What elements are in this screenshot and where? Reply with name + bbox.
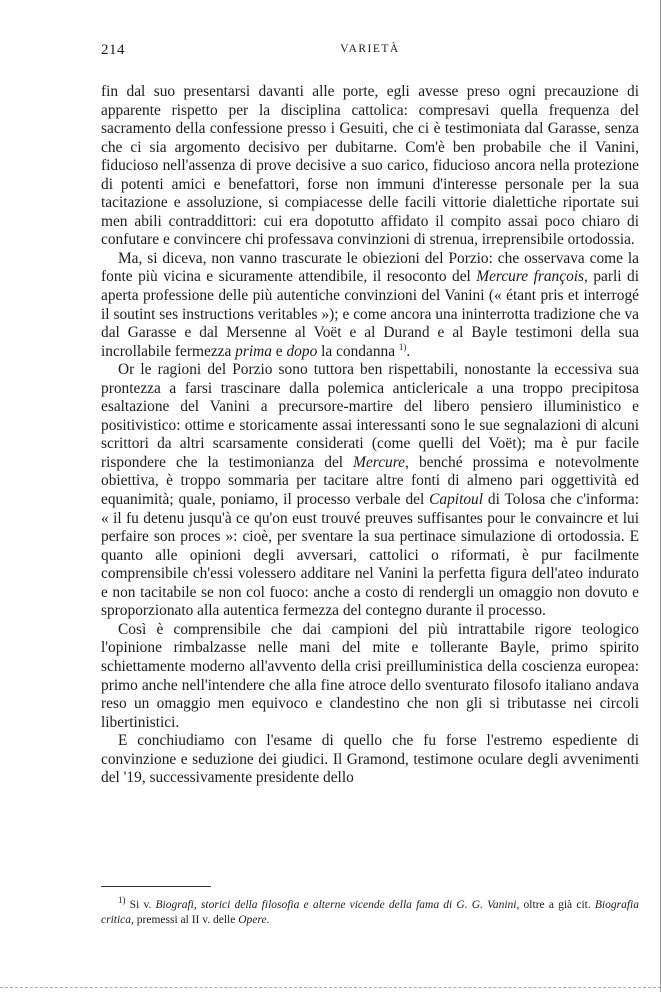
running-title: VARIETÀ — [340, 43, 400, 55]
text-run: e — [271, 342, 287, 360]
text-run: Così è comprensibile che dai campioni del più intrattabile rigore teologico l'opinione rimbalzasse nelle mani del mite e tollerante Bayle, primo spirito schiettamente moderno all'avvento della crisi preilluministica della coscienza europea: primo anche nell'intendere che alla fine atroce dello sventurato filosofo italiano andava reso un omaggio men equivoco e clandestino che non gli si tributasse nei circoli libertinistici. — [101, 620, 639, 731]
body-text — [101, 83, 639, 788]
text-run: Si v. — [125, 899, 156, 911]
text-run: , benché prossima e notevolmente obiettiva, è troppo sommaria per tacitare altre fonti di almeno pari oggettività ed equanimità; quale, poniamo, il processo verbale del — [101, 453, 639, 509]
text-run: E conchiudiamo con l'esame di quello che fu forse l'estremo espediente di convinzione e seduzione dei giudici. Il Gramond, testimone oculare degli avvenimenti del '19, successivamente presidente dello — [101, 732, 639, 787]
footnote-marker: 1) — [118, 895, 126, 906]
text-run: fin dal suo presentarsi davanti alle porte, egli avesse preso ogni precauzione di apparente rispetto per la disciplina cattolica: compresavi quella frequenza del sacramento della confessione presso i Gesuiti, che ci è testimoniata dal Garasse, senza che ci sia argomento decisivo per dubitarne. Com'è ben probabile che il Vanini, fiducioso nell'assenza di prove decisive a suo carico, fiducioso ancora nella protezione di potenti amici e benefattori, forse non immuni d'interesse personale per la sua tacitazione e assoluzione, si compiacesse delle facili vittorie dialettiche riportate sui men abili contraddittori: cui era dopotutto affidato il compito assai poco chiaro di confutare e convincere chi professava convinzioni di strenua, irreprensibile ortodossia. — [101, 83, 639, 249]
italic-text: Opere — [238, 914, 267, 926]
paragraph — [101, 732, 639, 788]
text-run: . — [266, 914, 270, 926]
text-run: , premessi al II v. delle — [131, 914, 239, 926]
paragraph — [101, 621, 639, 732]
text-run: la condanna — [317, 342, 399, 360]
text-run: . — [406, 342, 411, 360]
text-run: di Tolosa che c'informa: « il fu detenu jusqu'à ce qu'on eust trouvé preuves suffisantes pour le convaincre et lui perfaire son proces »: cioè, per sventare la sua pertinace simulazione di ortodossia. E quanto alle opinioni degli avversari, cattolici o riformati, è pur facilmente comprensibile ch'essi volessero additare nel Vanini la perfetta figura dell'ateo indurato e non tacitabile se non col fuoco: anche a costo di rendergli un omaggio non dovuto e sproporzionato alla autentica fermezza del contegno durante il processo. — [101, 491, 639, 620]
italic-text: prima — [235, 342, 272, 360]
italic-text: Biografi, storici della filosofia e alterne vicende della fama di G. G. Vanini — [155, 899, 517, 911]
paragraph — [101, 250, 639, 361]
paragraph — [101, 83, 639, 250]
footnote — [101, 895, 639, 928]
text-run: , oltre a già cit. — [516, 899, 595, 911]
page-number: 214 — [101, 42, 125, 58]
paragraph — [101, 361, 639, 621]
italic-text: Capitoul — [429, 491, 484, 509]
page-edge-bottom — [0, 987, 661, 992]
text-run: , parli di aperta professione delle più autentiche convinzioni del Vanini (« étant pris et interrogé il soutint ses instructions veritables »); e come ancora una ininterrotta tradizione che va dal Garasse e dal Mersenne al Voët e al Durand e al Bayle testimoni della sua incrollabile fermezza — [101, 268, 640, 360]
text-run: Ma, si diceva, non vanno trascurate le obiezioni del Porzio: che osservava come la fonte più vicina e sicuramente attendibile, il resoconto del — [101, 249, 639, 286]
page-header — [101, 42, 639, 62]
italic-text: dopo — [286, 342, 318, 360]
italic-text: Mercure — [353, 453, 406, 471]
italic-text: Mercure françois — [476, 268, 585, 286]
footnote-separator — [101, 886, 211, 887]
footnote-marker: 1) — [398, 341, 407, 352]
text-run: Or le ragioni del Porzio sono tuttora ben rispettabili, nonostante la eccessiva sua prontezza a farsi trascinare dalla polemica anticlericale a una troppo precipitosa esaltazione del Vanini a precursore-martire del libero pensiero illuministico e positivistico: ottime e storicamente assai interessanti sono le sue segnalazioni di alcuni scrittori da altri scarsamente considerati (come quelli del Voët); ma è pur facile rispondere che la testimonianza del — [101, 361, 639, 471]
italic-text: Biografia critica — [101, 899, 639, 926]
